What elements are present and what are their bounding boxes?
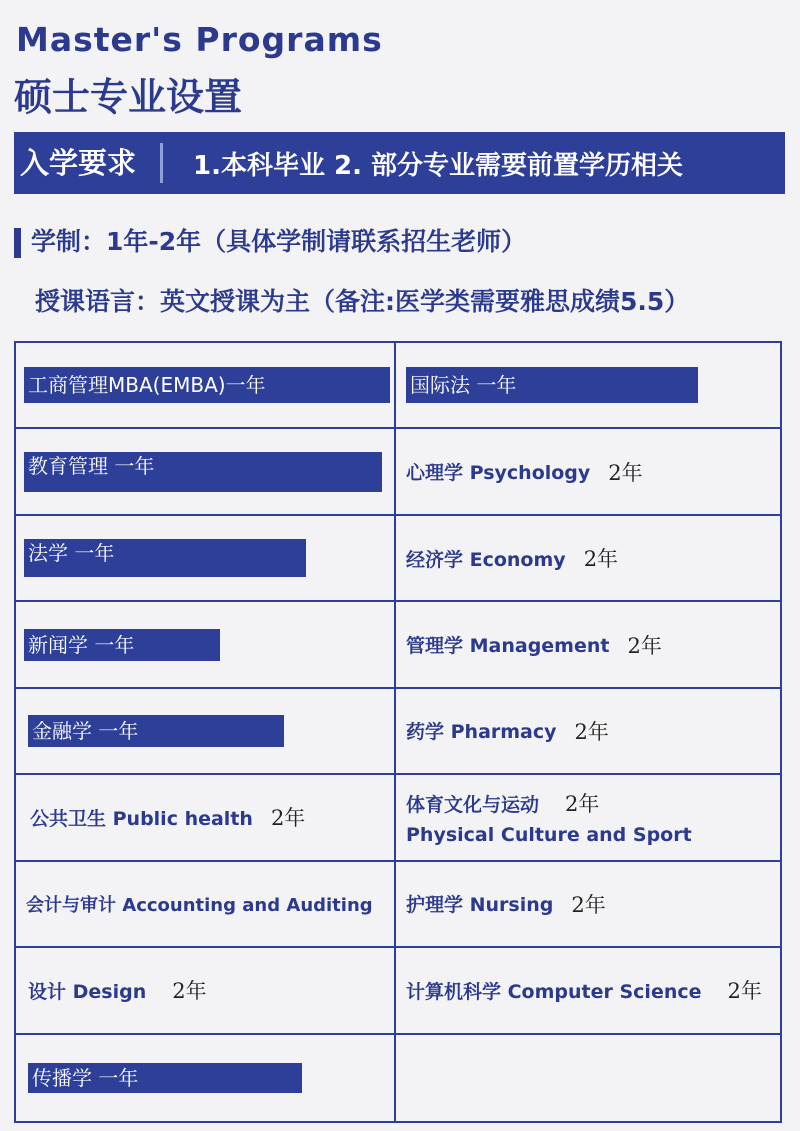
program-label: 公共卫生 Public health (30, 807, 253, 830)
requirements-bar (14, 132, 785, 194)
program-cell (16, 516, 396, 602)
program-label: 管理学 Management (406, 635, 610, 658)
requirements-text: 1.本科毕业 2. 部分专业需要前置学历相关 (193, 150, 684, 181)
program-label: 传播学 一年 (28, 1063, 302, 1093)
program-cell (16, 948, 396, 1034)
program-duration: 2年 (574, 719, 609, 744)
program-cell (396, 775, 782, 861)
section-marker (14, 228, 21, 258)
program-label: 药学 Pharmacy (406, 721, 557, 744)
program-duration: 2年 (608, 460, 643, 485)
program-cell (16, 775, 396, 861)
program-cell (396, 602, 782, 688)
duration-text: 学制：1年-2年（具体学制请联系招生老师） (31, 227, 527, 256)
program-label: 心理学 Psychology (406, 462, 591, 485)
program-cell (16, 602, 396, 688)
programs-table (14, 341, 782, 1123)
page-title-zh: 硕士专业设置 (14, 75, 243, 119)
program-cell (396, 429, 782, 515)
requirements-divider (160, 143, 163, 183)
duration-info (14, 222, 526, 258)
program-label: 金融学 一年 (28, 715, 284, 747)
program-label-stack (406, 788, 692, 846)
program-duration: 2年 (565, 792, 600, 817)
program-cell (396, 862, 782, 948)
program-label: 经济学 Economy (406, 548, 566, 571)
program-label-en: Physical Culture and Sport (406, 824, 692, 847)
program-cell (396, 516, 782, 602)
program-duration: 2年 (583, 547, 619, 572)
program-label: 计算机科学 Computer Science (406, 980, 702, 1003)
program-cell (16, 1035, 396, 1121)
program-cell (16, 689, 396, 775)
requirements-label: 入学要求 (16, 139, 152, 187)
program-cell (396, 689, 782, 775)
program-label: 会计与审计 Accounting and Auditing (26, 894, 373, 916)
program-duration: 2年 (172, 979, 207, 1004)
program-cell (16, 343, 396, 429)
program-cell (396, 343, 782, 429)
program-duration: 2年 (627, 633, 662, 658)
program-label: 新闻学 一年 (24, 629, 220, 661)
program-label: 体育文化与运动 (406, 793, 540, 816)
program-label: 法学 一年 (24, 539, 306, 577)
program-duration: 2年 (571, 892, 606, 917)
empty-cell (396, 1035, 782, 1121)
program-label: 国际法 一年 (406, 367, 698, 403)
program-label: 护理学 Nursing (406, 894, 554, 917)
program-label: 工商管理MBA(EMBA)一年 (24, 367, 390, 403)
program-label: 教育管理 一年 (24, 452, 382, 492)
program-label: 设计 Design (28, 980, 147, 1003)
program-cell (16, 429, 396, 515)
page-title-en: Master's Programs (16, 20, 383, 59)
program-cell (16, 862, 396, 948)
program-duration: 2年 (270, 806, 306, 831)
program-cell (396, 948, 782, 1034)
language-info: 授课语言：英文授课为主（备注:医学类需要雅思成绩5.5） (35, 287, 690, 316)
program-duration: 2年 (727, 979, 762, 1004)
